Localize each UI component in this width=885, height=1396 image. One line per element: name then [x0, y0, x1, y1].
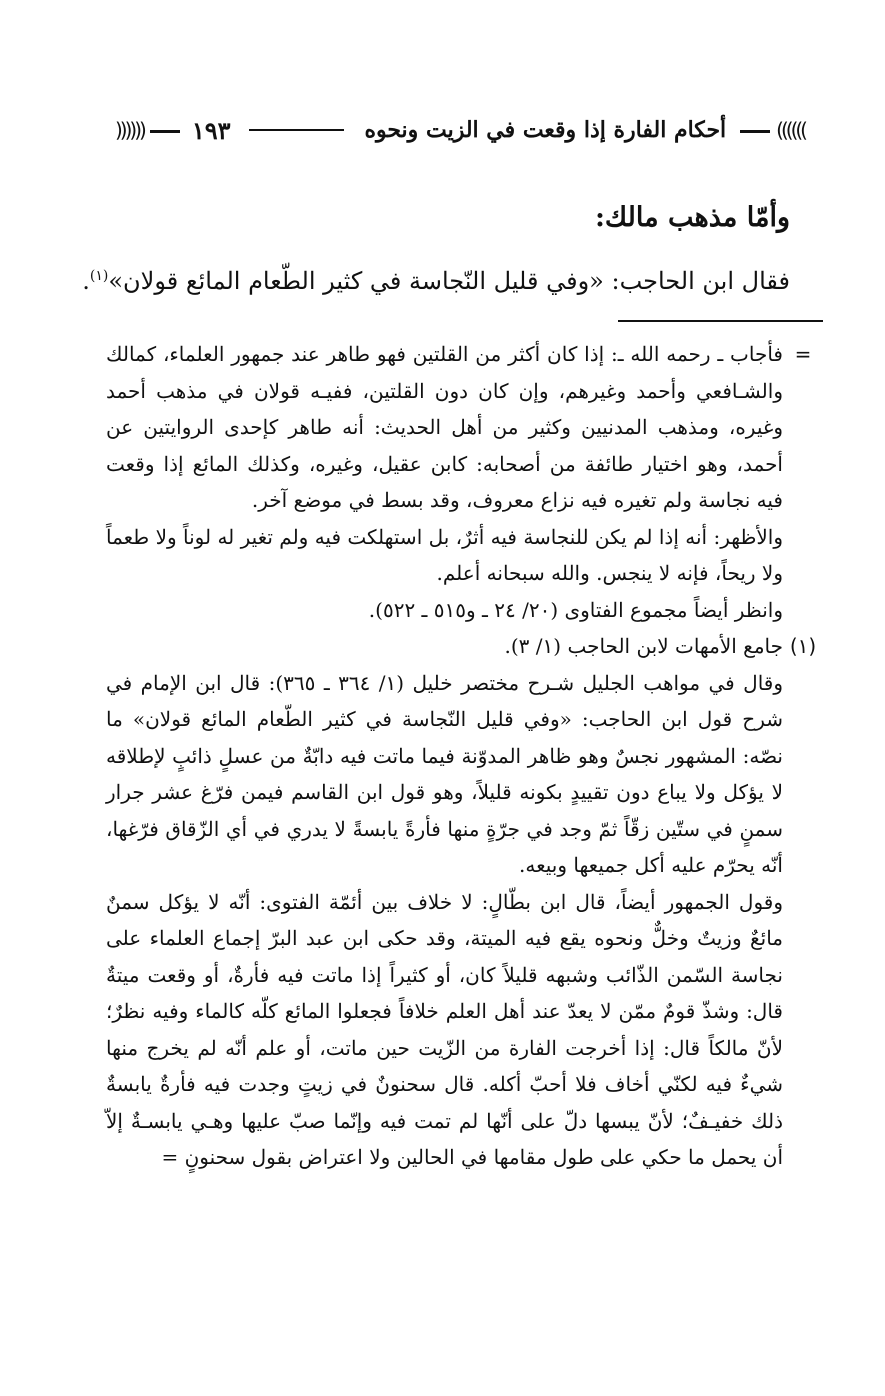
- page-number: ١٩٣: [191, 115, 231, 145]
- footnote-number: (١): [789, 634, 817, 658]
- footnote-paragraph: وانظر أيضاً مجموع الفتاوى (٢٠/ ٢٤ ـ و٥١٥ ـ ٥٢٢).: [368, 597, 783, 622]
- footnote-continuation: [106, 336, 823, 628]
- footnote-1-continued: [106, 665, 823, 1176]
- continuation-body: [106, 336, 783, 628]
- footnote-separator: [618, 320, 823, 322]
- footnote-paragraph: وقول الجمهور أيضاً، قال ابن بطّالٍ: لا خلاف بين أئمّة الفتوى: أنّه لا يؤكل سمنٌ مائعٌ وزيتٌ وخلٌّ ونحوه يقع فيه الميتة، وقد حكى ابن عبد البرّ إجماع العلماء على نجاسة السّمن الذّائب وشبهه قليلاً كان، أو كثيراً إذا ماتت فيه فأرةٌ، أو وقعت ميتةٌ قال: وشذّ قومٌ ممّن لا يعدّ عند أهل العلم خلافاً فجعلوا المائع كلّه كالماء وفيه نظرٌ؛ لأنّ مالكاً قال: إذا أخرجت الفارة من الزّيت حين ماتت، أو علم أنّه لم يخرج منها شيءٌ فيه لكنّي أخاف فلا أحبّ أكله. قال سحنونٌ في زيتٍ وجدت فيه فأرةٌ يابسةٌ ذلك خفيـفٌ؛ لأنّ يبسها دلّ على أنّها لم تمت فيه وإنّما صبّ عليها وهـي يابسـةٌ إلاّ أن يحمل ما حكي على طول مقامها في الحالين ولا اعتراض بقول سحنونٍ =: [106, 889, 783, 1169]
- footnote-paragraph: والأظهر: أنه إذا لم يكن للنجاسة فيه أثرٌ، بل استهلكت فيه ولم تغير له لوناً ولا طعماً ولا ريحاً، فإنه لا ينجس. والله سبحانه أعلم.: [106, 524, 783, 585]
- footnotes: [106, 336, 823, 1176]
- footnote-paragraph: جامع الأمهات لابن الحاجب (١/ ٣).: [504, 634, 783, 658]
- footnote-1-body-continued: [106, 665, 783, 1176]
- header-ornament-right: [734, 118, 805, 142]
- main-text: [82, 194, 790, 305]
- quote-paragraph: [82, 252, 790, 305]
- ornament-brackets: )))))): [115, 118, 144, 142]
- footnote-ref: (١): [89, 268, 109, 284]
- footnote-paragraph: فأجاب ـ رحمه الله ـ: إذا كان أكثر من القلتين فهو طاهر عند جمهور العلماء، كمالك والشـافعي وأحمد وغيرهم، وإن كان دون القلتين، ففيـه قولان في مذهب أحمد وغيره، ومذهب المدنيين وكثير من أهل الحديث: أنه طاهر كإحدى الروايتين عن أحمد، وهو اختيار طائفة من أصحابه: كابن عقيل، وغيره، وكذلك المائع إذا وقعت فيه نجاسة ولم تغيره فيه نزاع معروف، وقد بسط في موضع آخر.: [106, 342, 783, 512]
- footnote-1-body: [106, 628, 783, 665]
- section-heading: وأمّا مذهب مالك:: [594, 202, 790, 233]
- header-title: أحكام الفارة إذا وقعت في الزيت ونحوه: [364, 117, 727, 143]
- quote-text: فقال ابن الحاجب: «وفي قليل النّجاسة في كثير الطّعام المائع قولان»: [108, 267, 790, 295]
- header-rule: [249, 129, 345, 131]
- ornament-dash: [740, 130, 770, 133]
- footnote-1: [106, 628, 823, 665]
- footnote-gutter: [783, 665, 823, 1176]
- quote-end: .: [82, 267, 90, 295]
- running-header: [115, 112, 805, 148]
- ornament-brackets: ((((((: [776, 118, 805, 142]
- ornament-dash: [150, 130, 180, 133]
- continuation-marker: =: [794, 342, 812, 366]
- header-ornament-left: [115, 118, 186, 142]
- footnote-paragraph: وقال في مواهب الجليل شـرح مختصر خليل (١/ ٣٦٤ ـ ٣٦٥): قال ابن الإمام في شرح قول ابن الحاجب: «وفي قليل النّجاسة في كثير الطّعام المائع قولان» ما نصّه: المشهور نجسٌ وهو ظاهر المدوّنة فيما ماتت فيه دابّةٌ من عسلٍ ذائبٍ لإطلاقه لا يؤكل ولا يباع دون تقييدٍ بكونه قليلاً، وهو قول ابن القاسم فيمن فرّغ عشر جرار سمنٍ في ستّين زقّاً ثمّ وجد في جرّةٍ منها فأرةً يابسةً لا يدري في أي الزّقاق فرّغها، أنّه يحرّم عليه أكل جميعها وبيعه.: [106, 670, 784, 877]
